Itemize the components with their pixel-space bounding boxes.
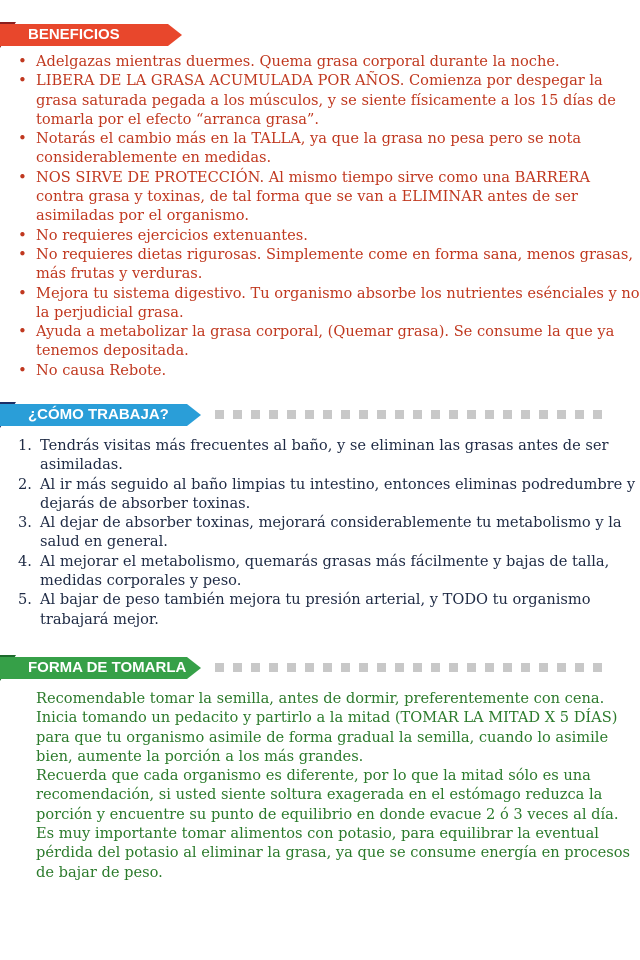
dotted-divider <box>215 410 602 419</box>
step-item <box>0 475 640 514</box>
beneficio-item: • No requieres ejercicios extenuantes. <box>0 226 640 245</box>
divider-dot <box>269 663 278 672</box>
divider-dot <box>413 663 422 672</box>
step-number: 4. <box>18 552 32 570</box>
divider-dot <box>431 410 440 419</box>
step-number: 1. <box>18 437 32 454</box>
divider-dot <box>431 663 440 672</box>
step-number: 2. <box>18 475 32 493</box>
section-forma-de-tomarla <box>0 655 640 882</box>
divider-dot <box>323 663 332 672</box>
section-header <box>0 402 640 428</box>
divider-dot <box>287 410 296 419</box>
forma-de-tomarla-text <box>0 689 640 882</box>
divider-dot <box>485 410 494 419</box>
como-trabaja-list <box>0 436 640 629</box>
step-number: 5. <box>18 591 32 609</box>
beneficio-item: • Adelgazas mientras duermes. Quema grasa corporal durante la noche. <box>0 52 640 71</box>
section-title: ¿CÓMO TRABAJA? <box>0 404 187 426</box>
divider-dot <box>485 663 494 672</box>
divider-dot <box>215 663 224 672</box>
step-text: Al ir más seguido al baño limpias tu intestino, entonces eliminas podredumbre y dejarás de absorber toxinas. <box>40 475 636 512</box>
divider-dot <box>467 663 476 672</box>
divider-dot <box>503 663 512 672</box>
section-title: BENEFICIOS <box>0 24 168 46</box>
step-text: Al bajar de peso también mejora tu presión arterial, y TODO tu organismo trabajará mejor. <box>40 591 591 628</box>
step-number: 3. <box>18 514 32 532</box>
divider-dot <box>341 410 350 419</box>
beneficio-item: • No requieres dietas rigurosas. Simplemente come en forma sana, menos grasas, más frutas y verduras. <box>0 245 640 284</box>
section-como-trabaja <box>0 402 640 629</box>
beneficio-item: • No causa Rebote. <box>0 361 640 380</box>
step-item <box>0 552 640 591</box>
divider-dot <box>539 663 548 672</box>
divider-dot <box>521 663 530 672</box>
divider-dot <box>593 663 602 672</box>
divider-dot <box>287 663 296 672</box>
divider-dot <box>269 410 278 419</box>
divider-dot <box>251 410 260 419</box>
divider-dot <box>539 410 548 419</box>
divider-dot <box>557 410 566 419</box>
beneficio-item: • LIBERA DE LA GRASA ACUMULADA POR AÑOS. Comienza por despegar la grasa saturada pegada a los músculos, y se siente físicamente a los 15 días de tomarla por el efecto “arranca grasa”. <box>0 71 640 129</box>
divider-dot <box>323 410 332 419</box>
step-item <box>0 513 640 552</box>
dotted-divider <box>215 663 602 672</box>
divider-dot <box>395 663 404 672</box>
section-header <box>0 22 640 48</box>
step-item <box>0 436 640 475</box>
beneficio-item: • Mejora tu sistema digestivo. Tu organismo absorbe los nutrientes esénciales y no la perjudicial grasa. <box>0 284 640 323</box>
beneficio-item: • NOS SIRVE DE PROTECCIÓN. Al mismo tiempo sirve como una BARRERA contra grasa y toxinas, de tal forma que se van a ELIMINAR antes de ser asimiladas por el organismo. <box>0 168 640 226</box>
divider-dot <box>233 663 242 672</box>
divider-dot <box>575 663 584 672</box>
forma-paragraph: Recomendable tomar la semilla, antes de dormir, preferentemente con cena. <box>36 690 605 707</box>
divider-dot <box>233 410 242 419</box>
forma-paragraph: Recuerda que cada organismo es diferente, por lo que la mitad sólo es una recomendación, si usted siente soltura exagerada en el estómago reduzca la porción y encuentre su punto de equilibrio en donde evacue 2 ó 3 veces al día. <box>36 767 619 823</box>
divider-dot <box>395 410 404 419</box>
divider-dot <box>593 410 602 419</box>
divider-dot <box>377 663 386 672</box>
step-item <box>0 590 640 629</box>
forma-paragraph: Es muy importante tomar alimentos con potasio, para equilibrar la eventual pérdida del potasio al eliminar la grasa, ya que se consume energía en procesos de bajar de peso. <box>36 825 630 881</box>
divider-dot <box>467 410 476 419</box>
divider-dot <box>215 410 224 419</box>
forma-paragraph: Inicia tomando un pedacito y partirlo a la mitad (TOMAR LA MITAD X 5 DÍAS) para que tu organismo asimile de forma gradual la semilla, cuando lo asimile bien, aumente la porción a los más grandes. <box>36 709 618 765</box>
divider-dot <box>377 410 386 419</box>
section-header <box>0 655 640 681</box>
step-text: Al mejorar el metabolismo, quemarás grasas más fácilmente y bajas de talla, medidas corporales y peso. <box>40 552 610 590</box>
divider-dot <box>359 663 368 672</box>
divider-dot <box>341 663 350 672</box>
step-text: Tendrás visitas más frecuentes al baño, y se eliminan las grasas antes de ser asimiladas. <box>40 437 609 474</box>
divider-dot <box>449 663 458 672</box>
section-beneficios <box>0 22 640 380</box>
divider-dot <box>521 410 530 419</box>
divider-dot <box>413 410 422 419</box>
divider-dot <box>557 663 566 672</box>
divider-dot <box>449 410 458 419</box>
divider-dot <box>305 410 314 419</box>
divider-dot <box>503 410 512 419</box>
divider-dot <box>359 410 368 419</box>
beneficio-item: • Notarás el cambio más en la TALLA, ya que la grasa no pesa pero se nota considerablemente en medidas. <box>0 129 640 168</box>
step-text: Al dejar de absorber toxinas, mejorará considerablemente tu metabolismo y la salud en general. <box>40 514 622 551</box>
section-title: FORMA DE TOMARLA <box>0 657 187 679</box>
divider-dot <box>575 410 584 419</box>
divider-dot <box>305 663 314 672</box>
divider-dot <box>251 663 260 672</box>
beneficio-item: • Ayuda a metabolizar la grasa corporal, (Quemar grasa). Se consume la que ya tenemos depositada. <box>0 322 640 361</box>
beneficios-list <box>0 52 640 380</box>
